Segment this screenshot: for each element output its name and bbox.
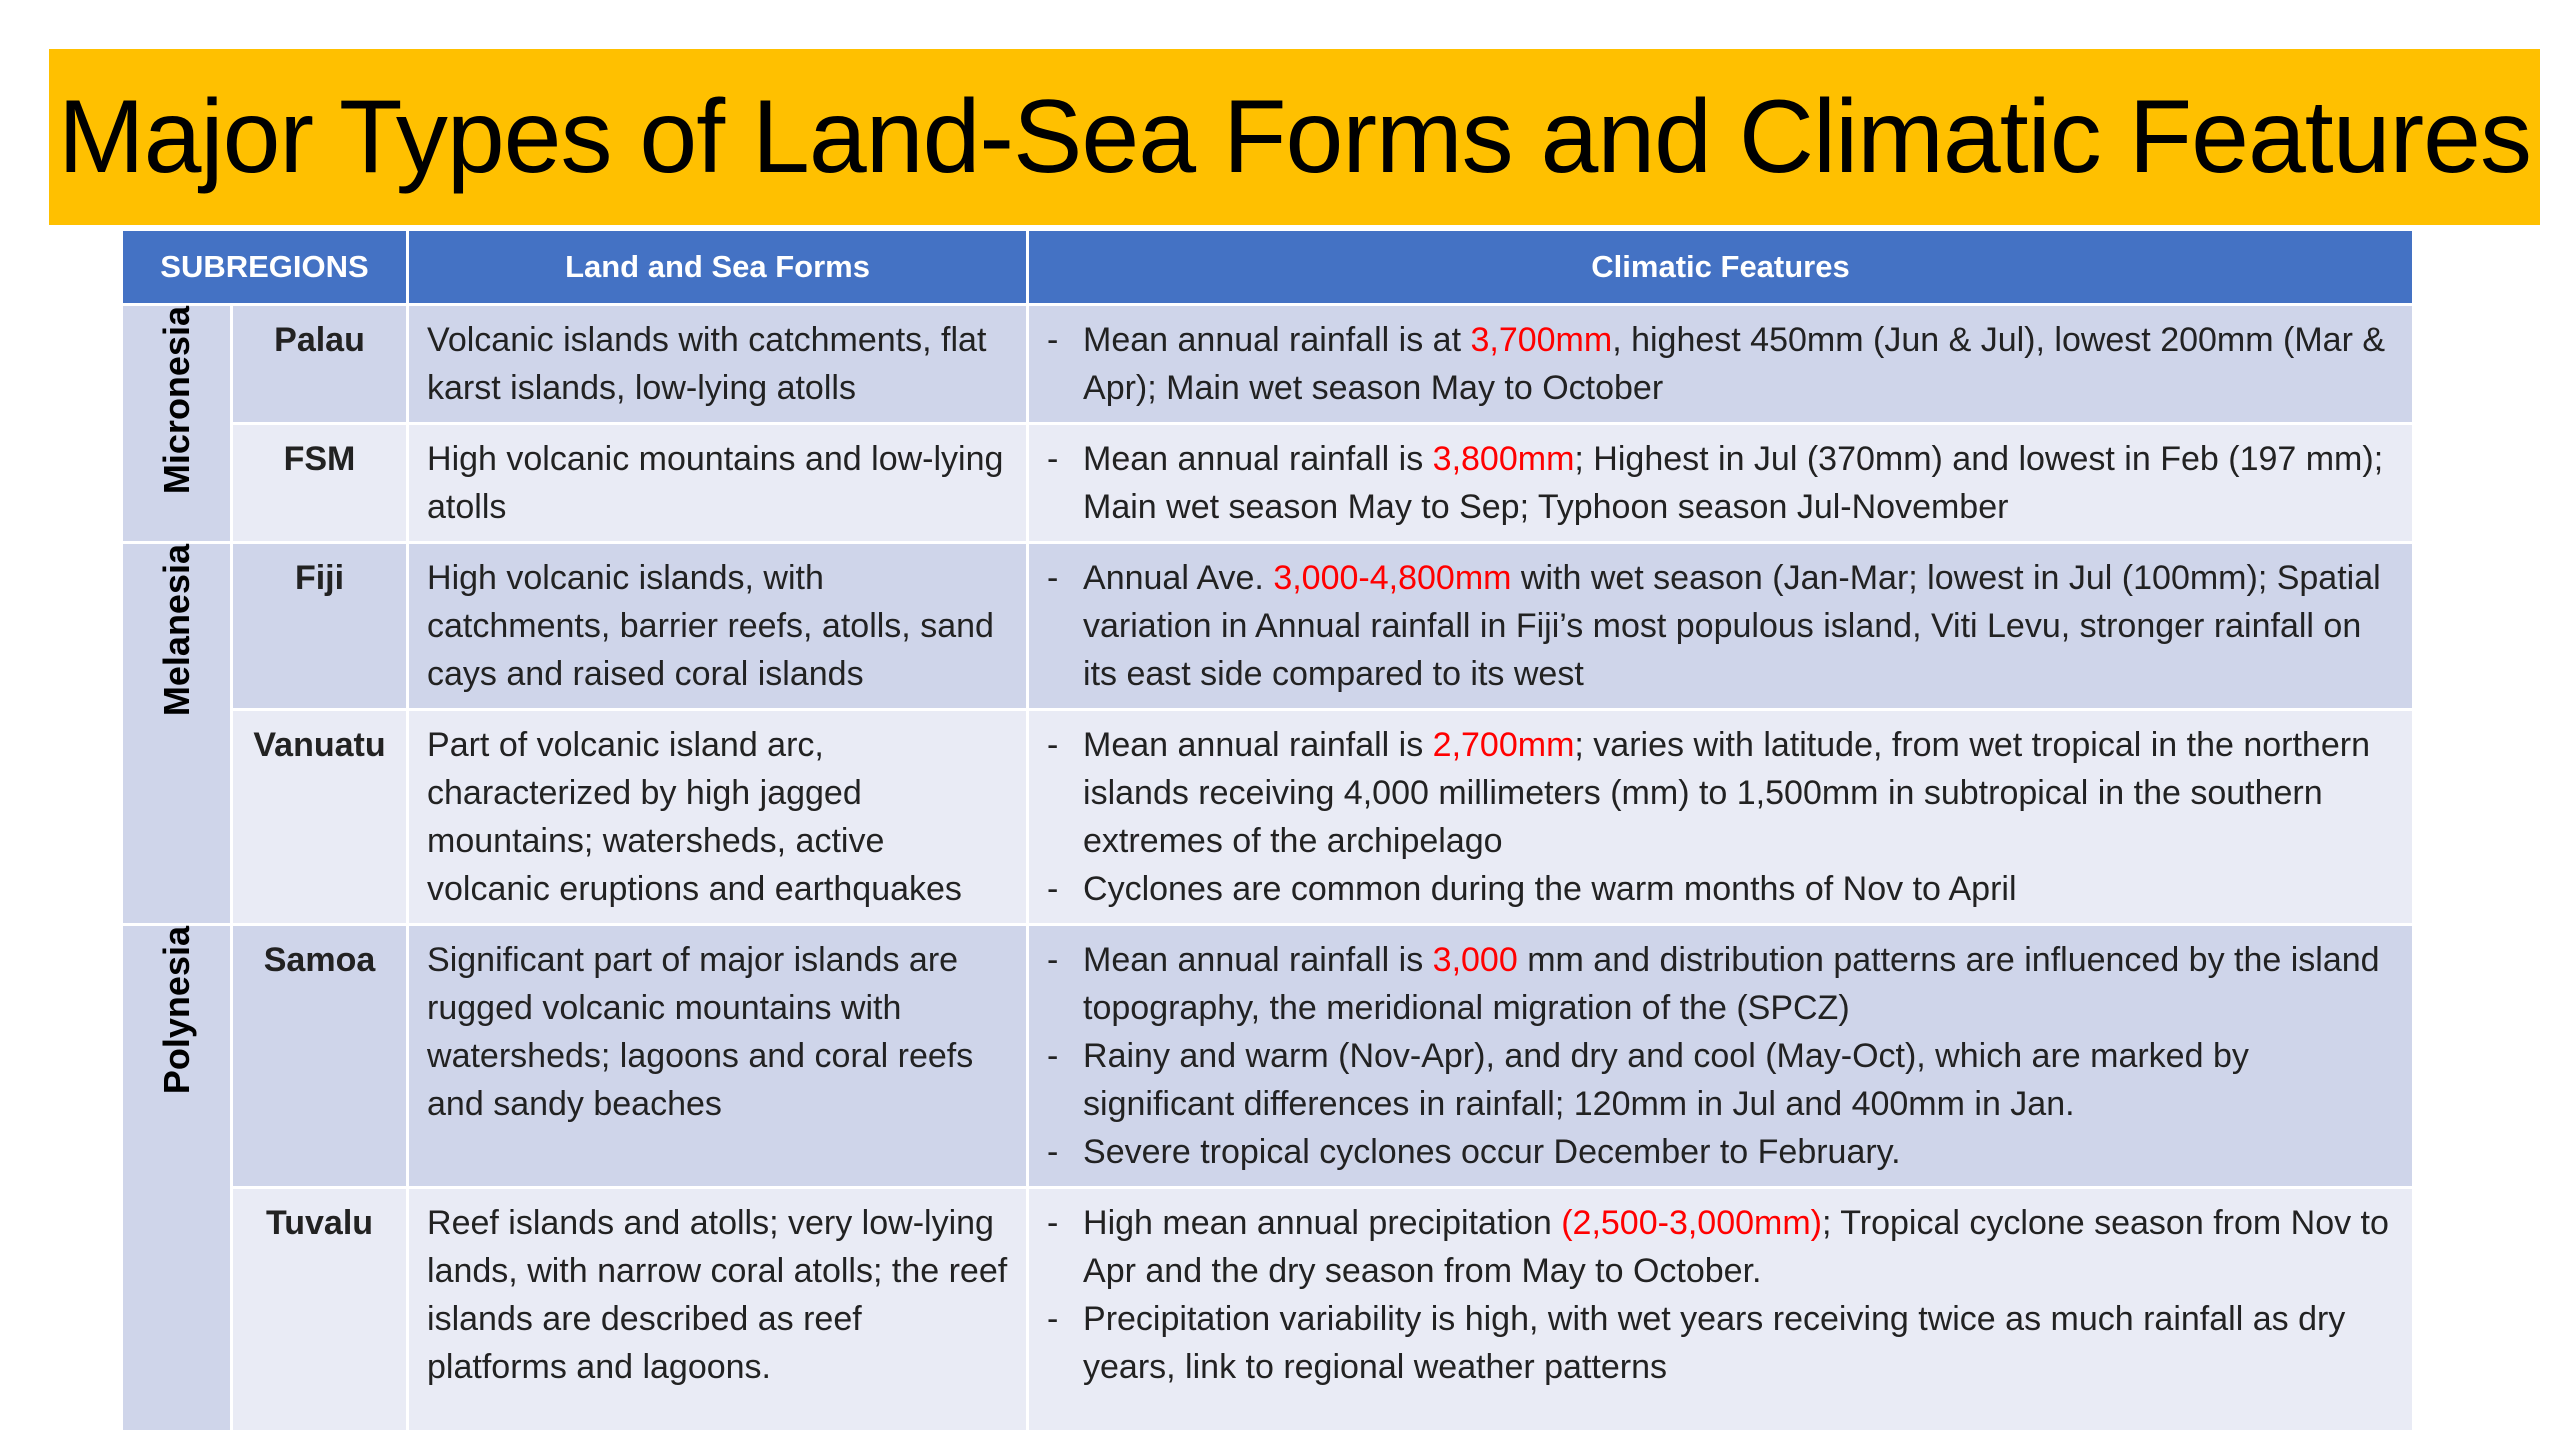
header-land-sea-forms: Land and Sea Forms bbox=[408, 230, 1028, 305]
land-sea-forms-cell: High volcanic mountains and low-lying atolls bbox=[408, 424, 1028, 543]
climate-bullet: - Mean annual rainfall is 3,000 mm and distribution patterns are influenced by the island topography, the meridional migration of the (SPCZ) bbox=[1045, 936, 2396, 1032]
land-sea-forms-cell: Volcanic islands with catchments, flat karst islands, low-lying atolls bbox=[408, 305, 1028, 424]
region-micronesia: Micronesia bbox=[122, 305, 232, 543]
land-sea-forms-cell: Part of volcanic island arc, characterized by high jagged mountains; watersheds, active volcanic eruptions and earthquakes bbox=[408, 710, 1028, 925]
climatic-features-cell bbox=[1028, 925, 2414, 1188]
country-name: Palau bbox=[232, 305, 408, 424]
climatic-features-cell bbox=[1028, 305, 2414, 424]
climatic-features-cell bbox=[1028, 710, 2414, 925]
title-banner bbox=[49, 49, 2540, 225]
climatic-features-cell bbox=[1028, 424, 2414, 543]
page-title: Major Types of Land-Sea Forms and Climatic Features bbox=[57, 78, 2532, 195]
header-climatic-features: Climatic Features bbox=[1028, 230, 2414, 305]
highlight-rainfall: 2,700mm bbox=[1432, 726, 1575, 764]
country-name: Fiji bbox=[232, 543, 408, 710]
climate-table bbox=[120, 228, 2415, 1433]
climatic-features-cell bbox=[1028, 1188, 2414, 1432]
country-name: Tuvalu bbox=[232, 1188, 408, 1432]
climate-bullet: - Mean annual rainfall is 3,800mm; Highest in Jul (370mm) and lowest in Feb (197 mm); Main wet season May to Sep; Typhoon season Jul-November bbox=[1045, 435, 2396, 531]
climate-bullet: - Mean annual rainfall is at 3,700mm, highest 450mm (Jun & Jul), lowest 200mm (Mar & Apr); Main wet season May to October bbox=[1045, 316, 2396, 412]
table-row bbox=[122, 305, 2414, 424]
climate-bullet: - Annual Ave. 3,000-4,800mm with wet season (Jan-Mar; lowest in Jul (100mm); Spatial variation in Annual rainfall in Fiji’s most populous island, Viti Levu, stronger rainfall on its east side compared to its west bbox=[1045, 554, 2396, 698]
table-header-row bbox=[122, 230, 2414, 305]
highlight-rainfall: 3,000 bbox=[1432, 941, 1518, 979]
region-melanesia: Melanesia bbox=[122, 543, 232, 925]
climate-bullet: - Mean annual rainfall is 2,700mm; varies with latitude, from wet tropical in the northern islands receiving 4,000 millimeters (mm) to 1,500mm in subtropical in the southern extremes of the archipelago bbox=[1045, 721, 2396, 865]
climate-bullet: - Rainy and warm (Nov-Apr), and dry and cool (May-Oct), which are marked by significant differences in rainfall; 120mm in Jul and 400mm in Jan. bbox=[1045, 1032, 2396, 1128]
climate-bullet: - Precipitation variability is high, with wet years receiving twice as much rainfall as dry years, link to regional weather patterns bbox=[1045, 1295, 2396, 1391]
country-name: Vanuatu bbox=[232, 710, 408, 925]
table-row bbox=[122, 710, 2414, 925]
country-name: FSM bbox=[232, 424, 408, 543]
land-sea-forms-cell: Reef islands and atolls; very low-lying lands, with narrow coral atolls; the reef islands are described as reef platforms and lagoons. bbox=[408, 1188, 1028, 1432]
table-row bbox=[122, 1188, 2414, 1432]
land-sea-forms-cell: Significant part of major islands are rugged volcanic mountains with watersheds; lagoons and coral reefs and sandy beaches bbox=[408, 925, 1028, 1188]
header-subregions: SUBREGIONS bbox=[122, 230, 408, 305]
climate-bullet: - High mean annual precipitation (2,500-3,000mm); Tropical cyclone season from Nov to Apr and the dry season from May to October. bbox=[1045, 1199, 2396, 1295]
table-row bbox=[122, 925, 2414, 1188]
land-sea-forms-cell: High volcanic islands, with catchments, barrier reefs, atolls, sand cays and raised coral islands bbox=[408, 543, 1028, 710]
highlight-rainfall: 3,700mm bbox=[1470, 321, 1613, 359]
country-name: Samoa bbox=[232, 925, 408, 1188]
highlight-rainfall: 3,800mm bbox=[1432, 440, 1575, 478]
region-polynesia: Polynesia bbox=[122, 925, 232, 1432]
climatic-features-cell bbox=[1028, 543, 2414, 710]
climate-bullet: - Severe tropical cyclones occur December to February. bbox=[1045, 1128, 2396, 1176]
table-row bbox=[122, 424, 2414, 543]
table-row bbox=[122, 543, 2414, 710]
climate-bullet: - Cyclones are common during the warm months of Nov to April bbox=[1045, 865, 2396, 913]
highlight-rainfall: 3,000-4,800mm bbox=[1273, 559, 1512, 597]
highlight-rainfall: (2,500-3,000mm) bbox=[1561, 1204, 1822, 1242]
